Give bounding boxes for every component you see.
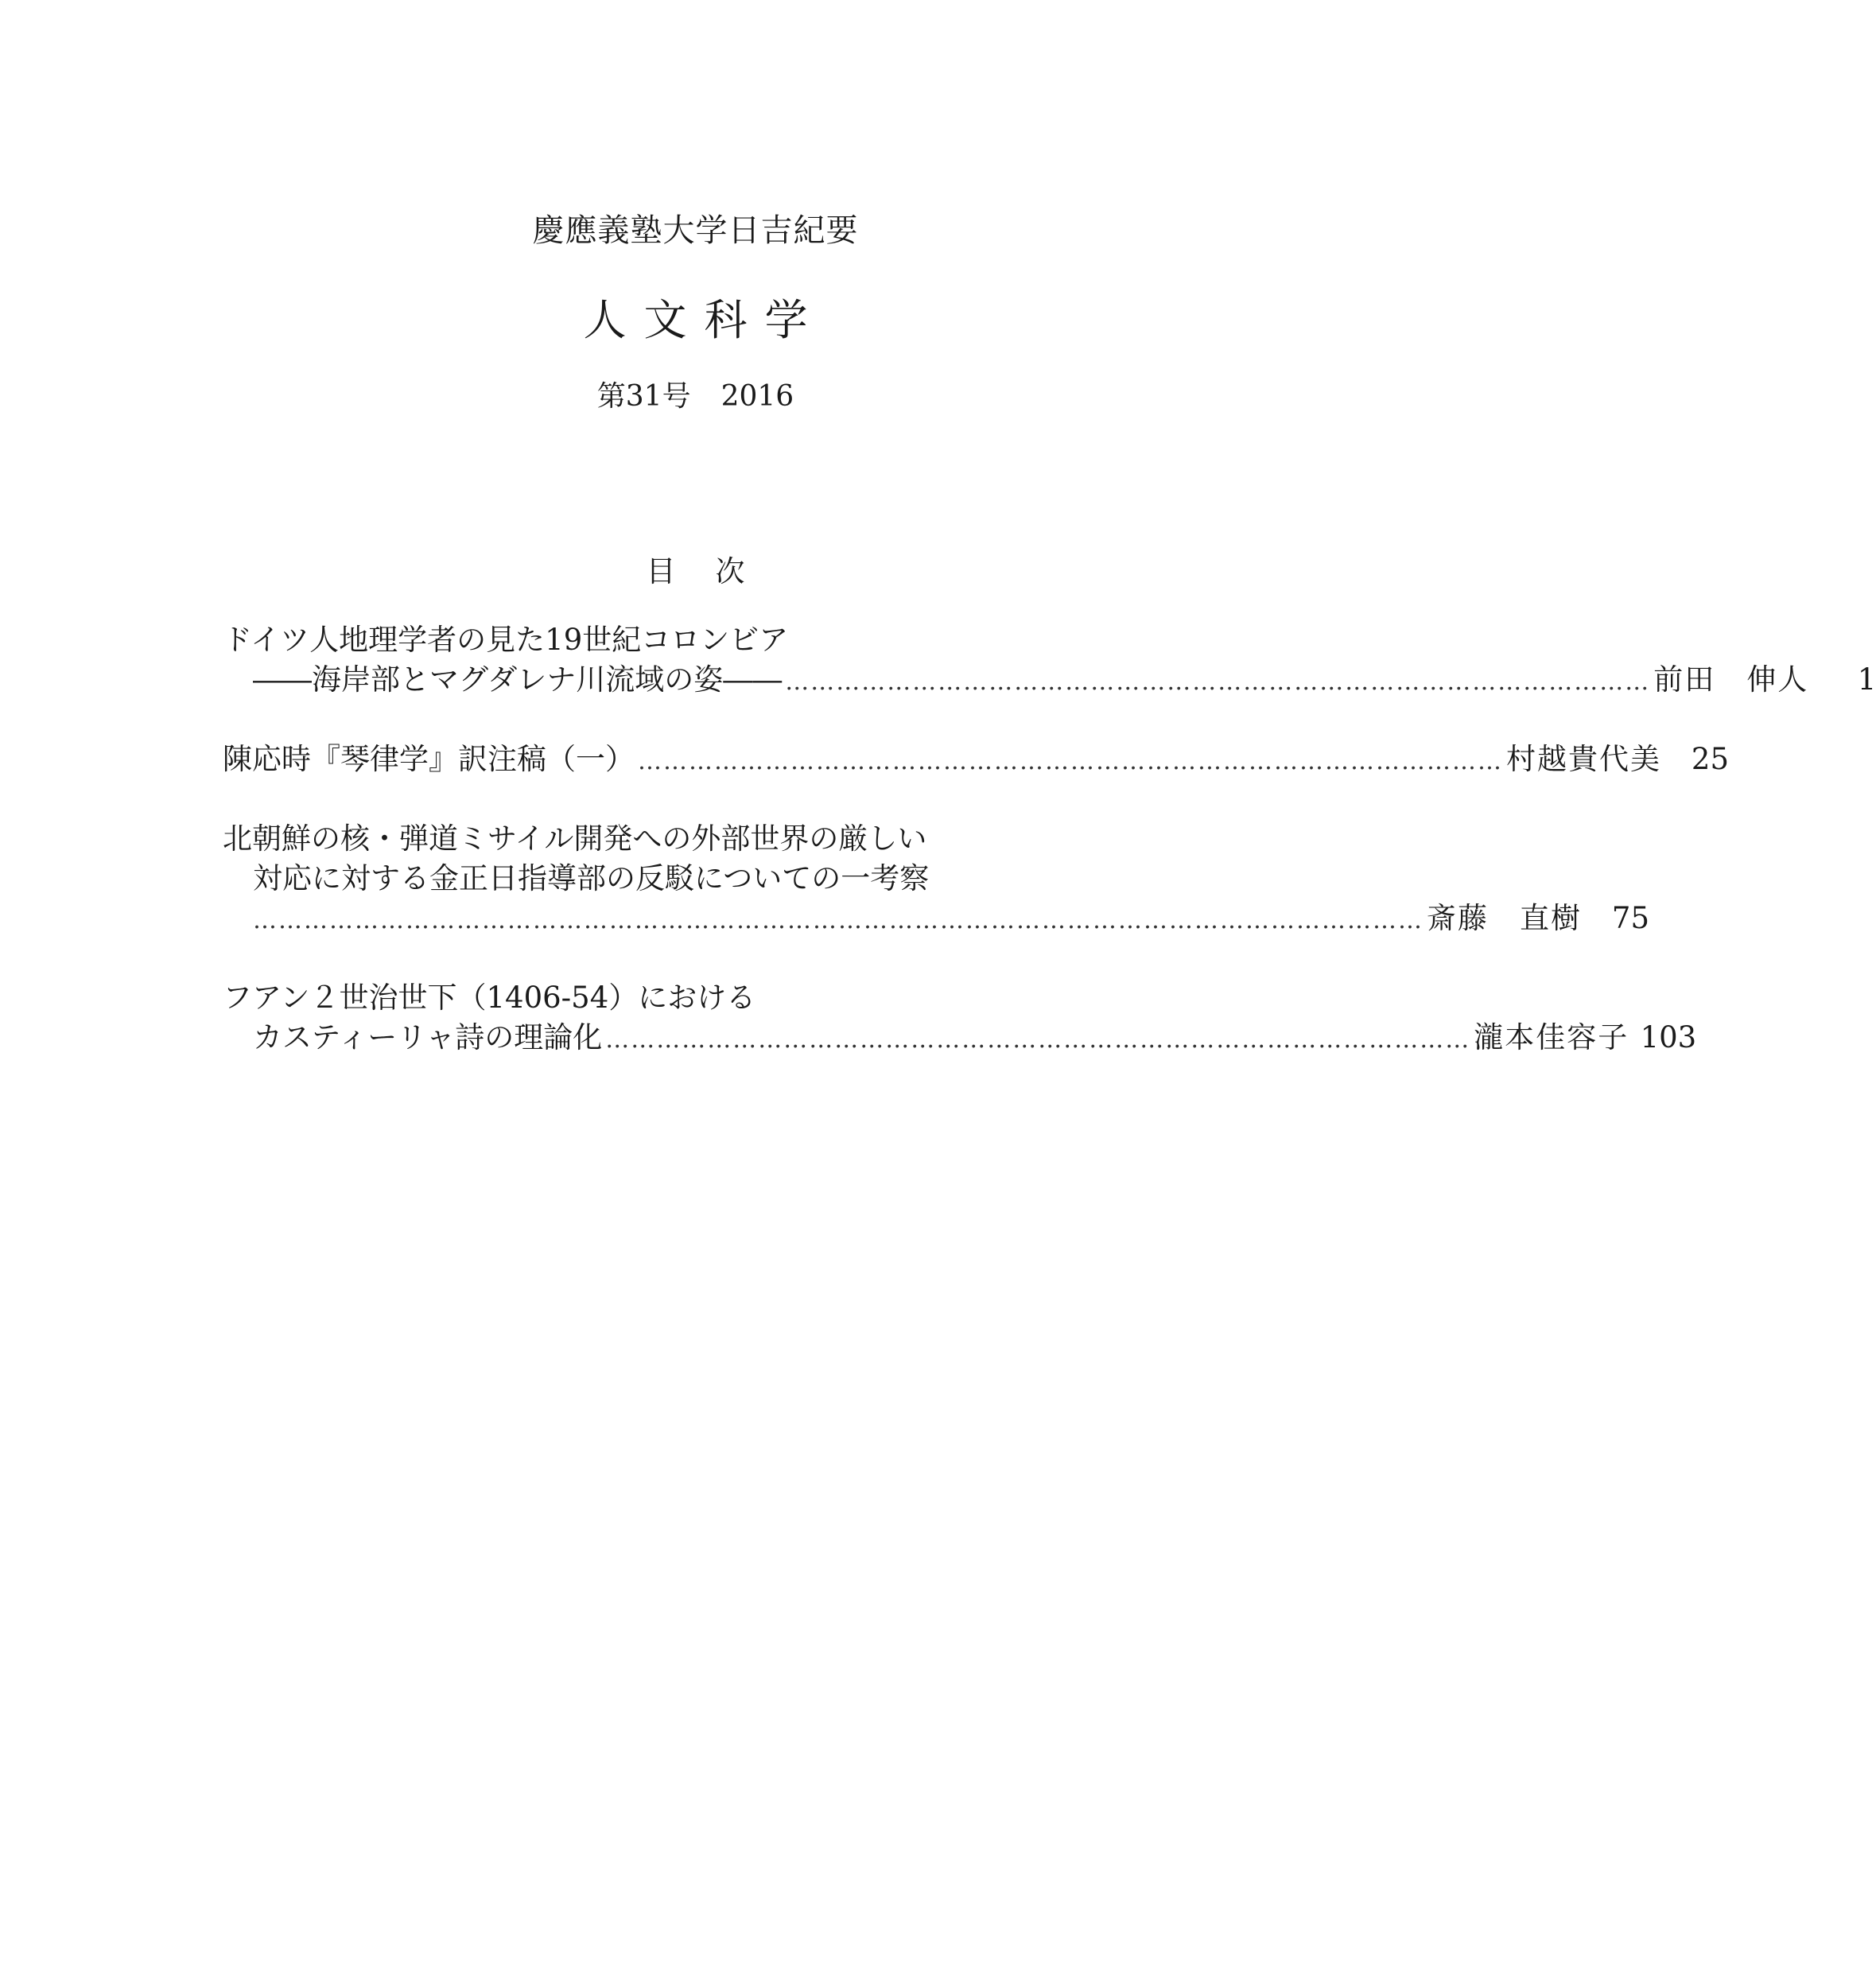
entry-title: 陳応時『琴律学』訳注稿（一） (223, 742, 635, 776)
entry-author: 斎藤 直樹 (1427, 901, 1582, 935)
entry-title: ドイツ人地理学者の見た19世紀コロンビア (223, 623, 789, 657)
issue-line (0, 374, 1391, 414)
entry-title: 北朝鮮の核・弾道ミサイル開発への外部世界の厳しい (223, 821, 927, 856)
entry-subtitle: ――海岸部とマグダレナ川流域の姿―― (253, 662, 783, 697)
leader-dots: ………………………………………………………………………………………… (785, 668, 1651, 696)
toc-heading: 目次 (646, 554, 785, 588)
entry-title-continued: カスティーリャ詩の理論化 (253, 1020, 603, 1054)
leader-dots: ………………………………………………………………………………………… (605, 1026, 1471, 1054)
toc-entry[interactable] (223, 740, 1729, 779)
leader-dots: ………………………………………………………………………………………………………………………… (253, 907, 1424, 934)
entry-title: フアン２世治世下（1406-54）における (223, 981, 756, 1015)
series-title: 人文科学 (583, 295, 825, 345)
toc-entry[interactable] (223, 819, 1649, 938)
entry-title-continued: 対応に対する金正日指導部の反駁についての一考察 (253, 861, 930, 895)
issue-number: 第31号 (596, 380, 691, 413)
leader-dots: ………………………………………………………………………………………… (638, 748, 1503, 775)
toc-entry[interactable] (223, 620, 1876, 700)
journal-title: 慶應義塾大学日吉紀要 (532, 212, 859, 249)
entry-author: 前田 伸人 (1653, 662, 1809, 697)
table-of-contents (223, 620, 1876, 1097)
entry-page: 1 (1857, 662, 1876, 697)
entry-page: 75 (1611, 901, 1649, 935)
entry-page: 25 (1691, 742, 1729, 776)
toc-entry[interactable] (223, 978, 1697, 1058)
entry-page: 103 (1640, 1020, 1697, 1054)
entry-author: 村越貴代美 (1506, 742, 1661, 776)
issue-year: 2016 (720, 380, 794, 413)
entry-author: 瀧本佳容子 (1474, 1020, 1629, 1054)
